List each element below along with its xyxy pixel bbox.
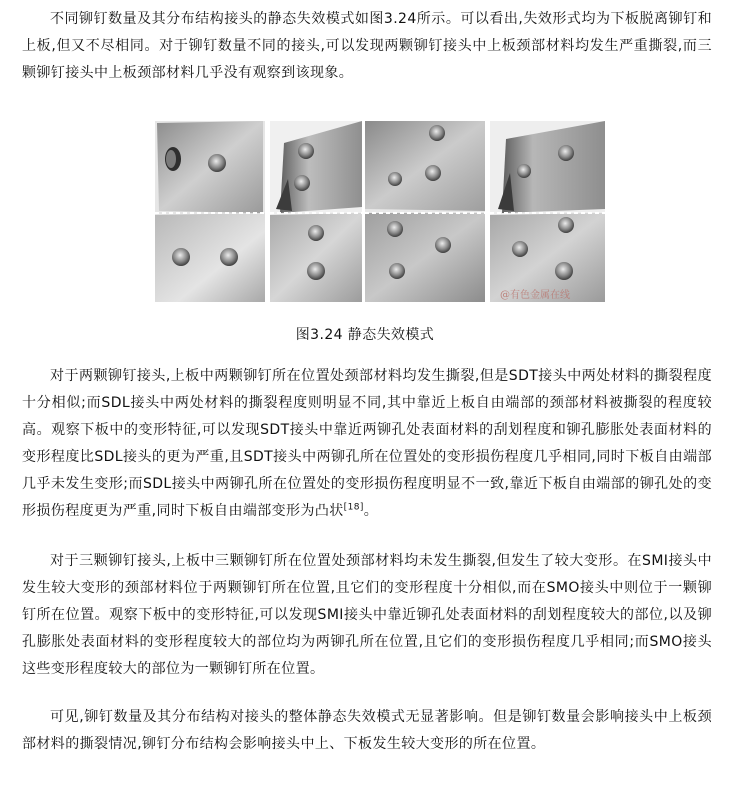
figure-caption: 图3.24 静态失效模式: [295, 327, 435, 343]
photo-joint-4: [490, 121, 605, 302]
paragraph-conclusion: 可见,铆钉数量及其分布结构对接头的整体静态失效模式无显著影响。但是铆钉数量会影响接头中上板颈部材料的撕裂情况,铆钉分布结构会影响接头中上、下板发生较大变形的所在位置。: [22, 709, 712, 752]
photo-joint-3: [365, 121, 485, 302]
paragraph-two-rivet-end: 。: [363, 503, 379, 519]
reference-marker[interactable]: [18]: [343, 502, 364, 513]
paragraph-intro: 不同铆钉数量及其分布结构接头的静态失效模式如图3.24所示。可以看出,失效形式均为下板脱离铆钉和上板,但又不尽相同。对于铆钉数量不同的接头,可以发现两颗铆钉接头中上板颈部材料均发生严重撕裂,而三颗铆钉接头中上板颈部材料几乎没有观察到该现象。: [22, 11, 712, 81]
photo-joint-1: [155, 121, 265, 302]
watermark: @有色金属在线: [500, 290, 570, 301]
paragraph-three-rivet: 对于三颗铆钉接头,上板中三颗铆钉所在位置处颈部材料均未发生撕裂,但发生了较大变形。在SMI接头中发生较大变形的颈部材料位于两颗铆钉所在位置,且它们的变形程度十分相似,而在SMO接头中则位于一颗铆钉所在位置。观察下板中的变形特征,可以发现SMI接头中靠近铆孔处表面材料的刮划程度较大的部位,以及铆孔膨胀处表面材料的变形程度较大的部位均为两铆孔所在位置,且它们的变形损伤程度几乎相同;而SMO接头这些变形程度较大的部位为一颗铆钉所在位置。: [22, 553, 712, 677]
photo-joint-2: [270, 121, 362, 302]
paragraph-two-rivet-text: 对于两颗铆钉接头,上板中两颗铆钉所在位置处颈部材料均发生撕裂,但是SDT接头中两处材料的撕裂程度十分相似;而SDL接头中两处材料的撕裂程度则明显不同,其中靠近上板自由端部的颈部材料被撕裂的程度较高。观察下板中的变形特征,可以发现SDT接头中靠近两铆孔处表面材料的刮划程度和铆孔膨胀处表面材料的变形程度比SDL接头的更为严重,且SDT接头中两铆孔所在位置处的变形损伤程度几乎相同,同时下板自由端部几乎未发生变形;而SDL接头中两铆孔所在位置处的变形损伤程度明显不一致,靠近下板自由端部的铆孔处的变形损伤程度更为严重,同时下板自由端部变形为凸状: [22, 368, 712, 519]
figure-failure-modes: [155, 121, 605, 302]
paragraph-two-rivet: [22, 363, 712, 525]
